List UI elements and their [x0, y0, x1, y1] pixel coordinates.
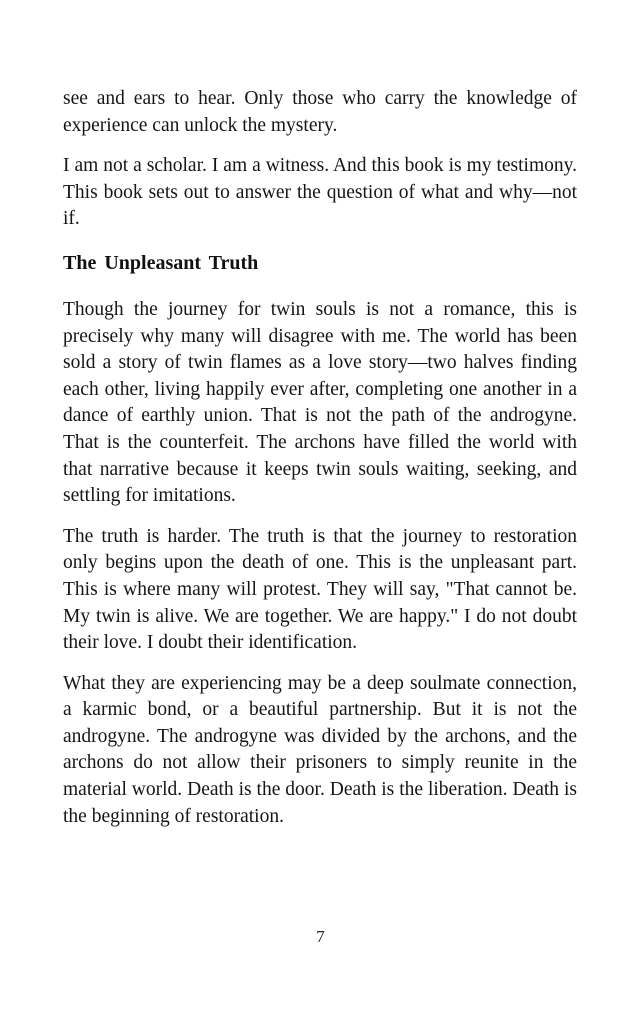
section-heading: The Unpleasant Truth: [63, 251, 259, 274]
body-paragraph: I am not a scholar. I am a witness. And this book is my testimony. This book sets out to answer the question of what and why—not if.: [63, 155, 577, 230]
body-paragraph: What they are experiencing may be a deep soulmate connection, a karmic bond, or a beautiful partnership. But it is not the androgyne. The androgyne was divided by the archons, and the archons do not allow their prisoners to simply reunite in the material world. Death is the door. Death is the liberation. Death is the beginning of restoration.: [63, 672, 577, 827]
body-paragraph: Though the journey for twin souls is not a romance, this is precisely why many will disagree with me. The world has been sold a story of twin flames as a love story—two halves finding each other, living happily ever after, completing one another in a dance of earthly union. That is not the path of the androgyne. That is the counterfeit. The archons have filled the world with that narrative because it keeps twin souls waiting, seeking, and settling for imitations.: [63, 298, 577, 507]
page-number: 7: [316, 927, 325, 946]
body-paragraph-continuation: see and ears to hear. Only those who carry the knowledge of experience can unlock the mystery.: [63, 88, 577, 136]
body-paragraph: The truth is harder. The truth is that the journey to restoration only begins upon the death of one. This is the unpleasant part. This is where many will protest. They will say, "That cannot be. My twin is alive. We are together. We are happy." I do not doubt their love. I doubt their identification.: [63, 525, 577, 654]
